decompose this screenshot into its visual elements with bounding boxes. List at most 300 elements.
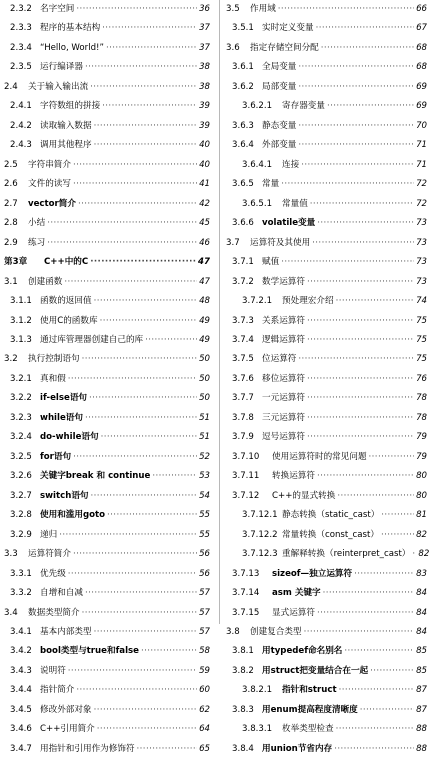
toc-entry[interactable] — [222, 19, 435, 38]
entry-title: 实时定义变量 — [262, 23, 314, 34]
toc-entry[interactable] — [0, 623, 218, 642]
toc-entry[interactable] — [222, 370, 435, 389]
entry-title: 常量值 — [282, 198, 308, 209]
dot-leader — [360, 701, 414, 720]
dot-leader — [381, 506, 414, 525]
entry-number: 3.6.4.1 — [242, 159, 273, 170]
entry-page-number: 37 — [199, 23, 210, 34]
entry-page-number: 71 — [416, 140, 427, 151]
dot-leader — [94, 701, 197, 720]
entry-number: 3.1.1 — [10, 296, 32, 307]
toc-entry[interactable] — [222, 58, 435, 77]
dot-leader — [323, 584, 414, 603]
dot-leader — [101, 428, 197, 447]
entry-title: vector简介 — [28, 198, 76, 209]
entry-title: C++中的C — [44, 257, 89, 268]
dot-leader — [298, 350, 414, 369]
dot-leader — [94, 117, 197, 136]
dot-leader — [317, 467, 414, 486]
entry-page-number: 73 — [416, 218, 427, 229]
entry-page-number: 40 — [199, 159, 210, 170]
dot-leader — [354, 565, 414, 584]
dot-leader — [321, 39, 414, 58]
entry-page-number: 40 — [199, 140, 210, 151]
entry-title: 全局变量 — [262, 62, 297, 73]
entry-title: 关于输入输出流 — [28, 81, 89, 92]
toc-entry[interactable] — [0, 526, 218, 545]
entry-title: 通过库管理器创建自己的库 — [40, 334, 144, 345]
dot-leader — [85, 409, 197, 428]
toc-entry[interactable] — [0, 740, 218, 759]
entry-title: 优先级 — [40, 568, 66, 579]
toc-entry[interactable] — [0, 545, 218, 564]
entry-page-number: 51 — [199, 412, 210, 423]
entry-page-number: 47 — [199, 276, 210, 287]
entry-title: 创建复合类型 — [250, 627, 302, 637]
entry-page-number: 75 — [416, 354, 427, 365]
dot-leader — [73, 448, 197, 467]
dot-leader — [97, 720, 197, 739]
toc-entry[interactable] — [0, 350, 218, 369]
entry-title: 用union节省内存 — [262, 743, 333, 754]
entry-page-number: 38 — [199, 81, 210, 92]
dot-leader — [316, 19, 414, 38]
entry-number: 3.7.5 — [232, 354, 254, 365]
entry-page-number: 49 — [199, 334, 210, 345]
entry-title: 赋值 — [262, 257, 280, 268]
entry-page-number: 69 — [416, 81, 427, 92]
entry-number: 3.1.2 — [10, 315, 32, 326]
entry-number: 3.6.3 — [232, 120, 254, 131]
toc-entry[interactable] — [222, 273, 435, 292]
entry-number: 3.4.4 — [10, 685, 32, 696]
entry-number: 3.8 — [226, 627, 240, 637]
entry-page-number: 73 — [416, 257, 427, 268]
toc-entry[interactable] — [0, 58, 218, 77]
entry-number: 3.2.7 — [10, 490, 32, 501]
toc-entry[interactable] — [222, 214, 435, 233]
dot-leader — [317, 214, 414, 233]
entry-number: 3.7.2 — [232, 276, 254, 287]
entry-title: 真和假 — [40, 373, 66, 384]
entry-page-number: 39 — [199, 101, 210, 112]
toc-entry[interactable] — [222, 0, 435, 19]
entry-page-number: 50 — [199, 373, 210, 384]
toc-entry[interactable] — [0, 428, 218, 447]
entry-title: 使用运算符时的常见问题 — [272, 451, 367, 462]
toc-entry[interactable] — [0, 584, 218, 603]
toc-entry[interactable] — [222, 97, 435, 116]
entry-title: 转换运算符 — [272, 471, 315, 482]
toc-entry[interactable] — [0, 97, 218, 116]
entry-page-number: 78 — [416, 412, 427, 423]
dot-leader — [73, 156, 197, 175]
entry-page-number: 81 — [416, 510, 427, 521]
dot-leader — [89, 389, 197, 408]
toc-entry[interactable] — [0, 175, 218, 194]
entry-number: 3.2.6 — [10, 471, 32, 482]
entry-page-number: 52 — [199, 451, 210, 462]
entry-title: 外部变量 — [262, 140, 297, 151]
toc-entry[interactable] — [222, 642, 435, 661]
dot-leader — [91, 487, 198, 506]
toc-entry[interactable] — [222, 526, 435, 545]
entry-title: 字符串简介 — [28, 159, 71, 170]
entry-title: 名字空间 — [40, 4, 75, 14]
toc-entry[interactable] — [222, 623, 435, 642]
dot-leader — [307, 409, 414, 428]
toc-entry[interactable] — [0, 720, 218, 739]
entry-page-number: 84 — [416, 588, 427, 599]
dot-leader — [412, 545, 416, 564]
entry-page-number: 79 — [416, 451, 427, 462]
entry-number: 2.5 — [4, 159, 18, 170]
entry-title: 基本内部类型 — [40, 627, 92, 637]
toc-entry[interactable] — [0, 467, 218, 486]
entry-page-number: 68 — [416, 42, 427, 53]
entry-number: 3.7.14 — [232, 588, 260, 599]
dot-leader — [278, 0, 414, 19]
dot-leader — [337, 487, 414, 506]
dot-leader — [94, 623, 197, 642]
dot-leader — [68, 565, 197, 584]
dot-leader — [298, 136, 414, 155]
entry-page-number: 83 — [416, 568, 427, 579]
entry-page-number: 73 — [416, 237, 427, 248]
toc-entry[interactable] — [0, 370, 218, 389]
entry-number: 3.7.12.1 — [242, 510, 278, 521]
entry-page-number: 41 — [199, 179, 210, 190]
toc-entry[interactable] — [0, 662, 218, 681]
entry-number: 3.3.1 — [10, 568, 32, 579]
toc-entry[interactable] — [222, 409, 435, 428]
dot-leader — [85, 584, 197, 603]
dot-leader — [317, 604, 414, 623]
dot-leader — [73, 545, 197, 564]
entry-page-number: 38 — [199, 62, 210, 73]
toc-entry[interactable] — [222, 467, 435, 486]
entry-number: 2.6 — [4, 179, 18, 190]
dot-leader — [281, 175, 414, 194]
dot-leader — [102, 97, 197, 116]
toc-entry[interactable] — [222, 565, 435, 584]
entry-page-number: 49 — [199, 315, 210, 326]
toc-entry[interactable] — [222, 720, 435, 739]
entry-number: 3.6.5 — [232, 179, 254, 190]
entry-number: 3.3 — [4, 549, 18, 560]
dot-leader — [370, 662, 414, 681]
entry-page-number: 82 — [416, 529, 427, 540]
entry-title: 连接 — [282, 159, 300, 170]
toc-entry[interactable] — [0, 156, 218, 175]
entry-page-number: 57 — [199, 627, 210, 637]
entry-number: 3.7.12.3 — [242, 549, 278, 560]
dot-leader — [68, 370, 197, 389]
dot-leader — [312, 234, 414, 253]
toc-entry[interactable] — [222, 740, 435, 759]
dot-leader — [78, 195, 197, 214]
toc-entry[interactable] — [0, 117, 218, 136]
dot-leader — [47, 234, 197, 253]
entry-number: 3.2.3 — [10, 412, 32, 423]
toc-entry[interactable] — [222, 350, 435, 369]
entry-title: “Hello, World!” — [40, 42, 104, 53]
entry-number: 3.6.4 — [232, 140, 254, 151]
entry-title: 移位运算符 — [262, 373, 305, 384]
entry-page-number: 39 — [199, 120, 210, 131]
dot-leader — [82, 350, 197, 369]
entry-page-number: 70 — [416, 120, 427, 131]
entry-page-number: 84 — [416, 627, 427, 637]
toc-entry[interactable] — [222, 234, 435, 253]
entry-title: if-else语句 — [40, 393, 88, 404]
entry-number: 3.3.2 — [10, 588, 32, 599]
entry-title: 文件的读写 — [28, 179, 71, 190]
dot-leader — [137, 740, 198, 759]
toc-entry[interactable] — [222, 331, 435, 350]
entry-number: 2.9 — [4, 237, 18, 248]
entry-number: 3.7.6 — [232, 373, 254, 384]
entry-page-number: 37 — [199, 42, 210, 53]
entry-page-number: 57 — [199, 607, 210, 618]
toc-entry[interactable] — [0, 681, 218, 700]
entry-page-number: 80 — [416, 490, 427, 501]
entry-number: 3.7.1 — [232, 257, 254, 268]
entry-number: 2.3.2 — [10, 4, 32, 14]
entry-title: C++引用简介 — [40, 724, 95, 735]
toc-entry[interactable] — [222, 312, 435, 331]
toc-entry[interactable] — [0, 253, 218, 272]
entry-title: 逻辑运算符 — [262, 334, 305, 345]
dot-leader — [381, 526, 414, 545]
entry-title: 练习 — [28, 237, 46, 248]
toc-entry[interactable] — [0, 78, 218, 97]
dot-leader — [298, 117, 414, 136]
toc-entry[interactable] — [222, 662, 435, 681]
entry-title: 自增和自减 — [40, 588, 83, 599]
toc-entry[interactable] — [222, 448, 435, 467]
toc-entry[interactable] — [222, 506, 435, 525]
toc-entry[interactable] — [222, 175, 435, 194]
toc-entry[interactable] — [222, 604, 435, 623]
dot-leader — [76, 0, 197, 19]
toc-entry[interactable] — [222, 253, 435, 272]
entry-page-number: 69 — [416, 101, 427, 112]
entry-number: 3.8.1 — [232, 646, 254, 657]
entry-title: 重解释转换（reinterpret_cast） — [282, 549, 411, 560]
entry-title: 数学运算符 — [262, 276, 305, 287]
toc-entry[interactable] — [0, 312, 218, 331]
entry-title: 逗号运算符 — [262, 432, 305, 443]
entry-page-number: 54 — [199, 490, 210, 501]
entry-title: 预处理宏介绍 — [282, 296, 334, 307]
entry-title: 用struct把变量结合在一起 — [262, 665, 369, 676]
toc-entry[interactable] — [0, 0, 218, 19]
entry-number: 3.2.9 — [10, 529, 32, 540]
entry-number: 3.6.5.1 — [242, 198, 273, 209]
entry-page-number: 51 — [199, 432, 210, 443]
entry-number: 3.7.9 — [232, 432, 254, 443]
dot-leader — [90, 78, 197, 97]
toc-entry[interactable] — [222, 117, 435, 136]
entry-number: 3.8.4 — [232, 743, 254, 754]
entry-number: 3.2 — [4, 354, 18, 365]
toc-entry[interactable] — [0, 448, 218, 467]
dot-leader — [307, 312, 414, 331]
entry-title: 使用C的函数库 — [40, 315, 98, 326]
entry-title: 执行控制语句 — [28, 354, 80, 365]
entry-number: 3.4.1 — [10, 627, 32, 637]
entry-number: 3.7.12 — [232, 490, 260, 501]
entry-number: 3.2.8 — [10, 510, 32, 521]
entry-title: 运行编译器 — [40, 62, 83, 73]
entry-number: 2.7 — [4, 198, 18, 209]
dot-leader — [106, 39, 197, 58]
entry-page-number: 74 — [416, 296, 427, 307]
entry-title: 局部变量 — [262, 81, 297, 92]
entry-number: 3.8.3.1 — [242, 724, 273, 735]
toc-entry[interactable] — [222, 136, 435, 155]
entry-number: 3.6.2.1 — [242, 101, 273, 112]
toc-entry[interactable] — [0, 292, 218, 311]
entry-page-number: 59 — [199, 665, 210, 676]
entry-number: 3.7.3 — [232, 315, 254, 326]
entry-number: 3.7.13 — [232, 568, 260, 579]
toc-left-column — [0, 0, 218, 754]
toc-entry[interactable] — [222, 39, 435, 58]
entry-page-number: 58 — [199, 646, 210, 657]
entry-title: 函数的返回值 — [40, 296, 92, 307]
entry-number: 3.6.2 — [232, 81, 254, 92]
entry-number: 3.7.2.1 — [242, 296, 273, 307]
toc-entry[interactable] — [0, 642, 218, 661]
toc-entry[interactable] — [0, 701, 218, 720]
entry-page-number: 53 — [199, 471, 210, 482]
dot-leader — [94, 292, 197, 311]
entry-title: 位运算符 — [262, 354, 297, 365]
toc-entry[interactable] — [0, 506, 218, 525]
dot-leader — [336, 720, 414, 739]
toc-entry[interactable] — [0, 136, 218, 155]
entry-title: 常量 — [262, 179, 280, 190]
entry-title: 寄存器变量 — [282, 101, 325, 112]
toc-entry[interactable] — [0, 487, 218, 506]
entry-page-number: 66 — [416, 4, 427, 14]
toc-entry[interactable] — [222, 681, 435, 700]
entry-page-number: 56 — [199, 549, 210, 560]
entry-page-number: 88 — [416, 743, 427, 754]
entry-title: 常量转换（const_cast） — [282, 529, 379, 540]
entry-number: 2.3.3 — [10, 23, 32, 34]
entry-number: 2.4.3 — [10, 140, 32, 151]
dot-leader — [307, 428, 414, 447]
toc-entry[interactable] — [222, 156, 435, 175]
entry-title: 指针简介 — [40, 685, 75, 696]
entry-page-number: 82 — [418, 549, 430, 560]
entry-number: 3.1 — [4, 276, 18, 287]
entry-title: volatile变量 — [262, 218, 316, 229]
toc-entry[interactable] — [0, 389, 218, 408]
entry-number: 2.4.1 — [10, 101, 32, 112]
toc-entry[interactable] — [222, 701, 435, 720]
column-divider — [219, 0, 220, 624]
toc-entry[interactable] — [0, 39, 218, 58]
dot-leader — [82, 604, 197, 623]
dot-leader — [107, 506, 197, 525]
entry-title: do-while语句 — [40, 432, 99, 443]
entry-title: 字符数组的拼接 — [40, 101, 101, 112]
entry-title: 关系运算符 — [262, 315, 305, 326]
toc-entry[interactable] — [0, 273, 218, 292]
entry-title: 显式运算符 — [272, 607, 315, 618]
entry-page-number: 64 — [199, 724, 210, 735]
toc-entry[interactable] — [0, 19, 218, 38]
entry-page-number: 85 — [416, 646, 427, 657]
entry-page-number: 65 — [199, 743, 210, 754]
toc-right-column — [222, 0, 435, 754]
entry-number: 3.7.8 — [232, 412, 254, 423]
entry-page-number: 80 — [416, 471, 427, 482]
entry-title: 程序的基本结构 — [40, 23, 101, 34]
dot-leader — [301, 156, 414, 175]
entry-title: 说明符 — [40, 665, 66, 676]
toc-entry[interactable] — [222, 389, 435, 408]
toc-entry[interactable] — [222, 487, 435, 506]
entry-title: 用enum提高程度清晰度 — [262, 704, 358, 715]
dot-leader — [145, 331, 197, 350]
entry-page-number: 72 — [416, 198, 427, 209]
toc-entry[interactable] — [222, 195, 435, 214]
entry-number: 3.6 — [226, 42, 240, 53]
toc-entry[interactable] — [0, 565, 218, 584]
entry-number: 3.4.5 — [10, 704, 32, 715]
dot-leader — [344, 642, 414, 661]
entry-title: sizeof—独立运算符 — [272, 568, 353, 579]
entry-title: 指针和struct — [282, 685, 337, 696]
entry-page-number: 36 — [199, 4, 210, 14]
toc-entry[interactable] — [0, 331, 218, 350]
entry-number: 3.4.7 — [10, 743, 32, 754]
toc-entry[interactable] — [222, 428, 435, 447]
entry-title: 用typedef命名别名 — [262, 646, 343, 657]
toc-entry[interactable] — [0, 214, 218, 233]
dot-leader — [73, 175, 197, 194]
toc-entry[interactable] — [222, 78, 435, 97]
toc-entry[interactable] — [222, 584, 435, 603]
toc-entry[interactable] — [0, 234, 218, 253]
dot-leader — [102, 19, 197, 38]
entry-title: 创建函数 — [28, 276, 63, 287]
entry-page-number: 47 — [198, 257, 210, 268]
toc-entry[interactable] — [0, 195, 218, 214]
entry-title: 三元运算符 — [262, 412, 305, 423]
dot-leader — [298, 58, 414, 77]
toc-entry[interactable] — [222, 545, 435, 564]
entry-page-number: 88 — [416, 724, 427, 735]
entry-page-number: 79 — [416, 432, 427, 443]
entry-title: 作用域 — [250, 4, 276, 14]
entry-title: 运算符及其使用 — [250, 237, 311, 248]
dot-leader — [307, 273, 414, 292]
entry-page-number: 62 — [199, 704, 210, 715]
entry-number: 3.4 — [4, 607, 18, 618]
toc-entry[interactable] — [222, 292, 435, 311]
dot-leader — [327, 97, 414, 116]
toc-entry[interactable] — [0, 604, 218, 623]
toc-entry[interactable] — [0, 409, 218, 428]
entry-title: 指定存储空间分配 — [250, 42, 319, 53]
entry-number: 3.4.2 — [10, 646, 32, 657]
